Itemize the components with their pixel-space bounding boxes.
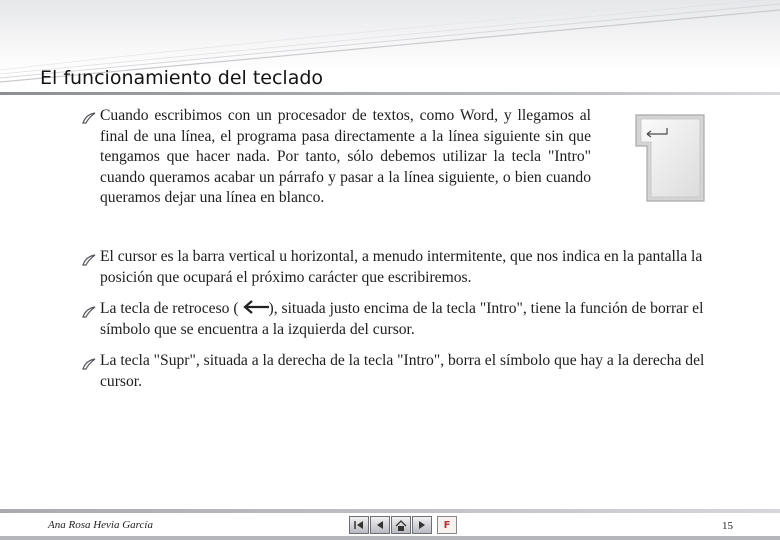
page-number: 15 xyxy=(722,520,733,532)
slide-navigation xyxy=(349,516,457,534)
previous-slide-button[interactable] xyxy=(370,516,390,534)
bullet-icon xyxy=(82,306,96,318)
home-button[interactable] xyxy=(391,516,411,534)
footer-bottom-rule xyxy=(0,536,780,540)
title-underline xyxy=(0,92,780,95)
previous-slide-icon xyxy=(374,520,386,530)
enter-key-icon xyxy=(633,112,707,204)
backspace-arrow-icon xyxy=(242,300,270,314)
home-icon xyxy=(395,520,407,531)
next-slide-button[interactable] xyxy=(412,516,432,534)
bullet-text xyxy=(100,299,710,340)
next-slide-icon xyxy=(416,520,428,530)
bullet-text-end: ), situada justo encima de la tecla "Intro", tiene la función de borrar el símbolo que se encuentra a la izquierda del cursor. xyxy=(100,300,704,338)
first-slide-button[interactable] xyxy=(349,516,369,534)
bullet-icon xyxy=(82,358,96,370)
slide-title: El funcionamiento del teclado xyxy=(40,67,324,89)
f-button[interactable]: F xyxy=(437,516,457,534)
bullet-text: Cuando escribimos con un procesador de textos, como Word, y llegamos al final de una línea, el programa pasa directamente a la línea siguiente sin que tengamos que hacer nada. Por tanto, sólo debemos utilizar la tecla "Intro" cuando queramos acabar un párrafo y pasar a la línea siguiente, o bien cuando queramos dejar una línea en blanco. xyxy=(100,107,591,206)
bullet-text-start: La tecla de retroceso ( xyxy=(100,300,239,317)
bullet-icon xyxy=(82,112,96,124)
bullet-icon xyxy=(82,254,96,266)
footer-divider xyxy=(0,509,780,513)
bullet-text: El cursor es la barra vertical u horizontal, a menudo intermitente, que nos indica en la pantalla la posición que ocupará el próximo carácter que escribiremos. xyxy=(100,248,703,286)
first-slide-icon xyxy=(353,520,365,530)
bullet-text: La tecla "Supr", situada a la derecha de la tecla "Intro", borra el símbolo que hay a la derecha del cursor. xyxy=(100,352,705,390)
author-name: Ana Rosa Hevia García xyxy=(48,519,153,531)
